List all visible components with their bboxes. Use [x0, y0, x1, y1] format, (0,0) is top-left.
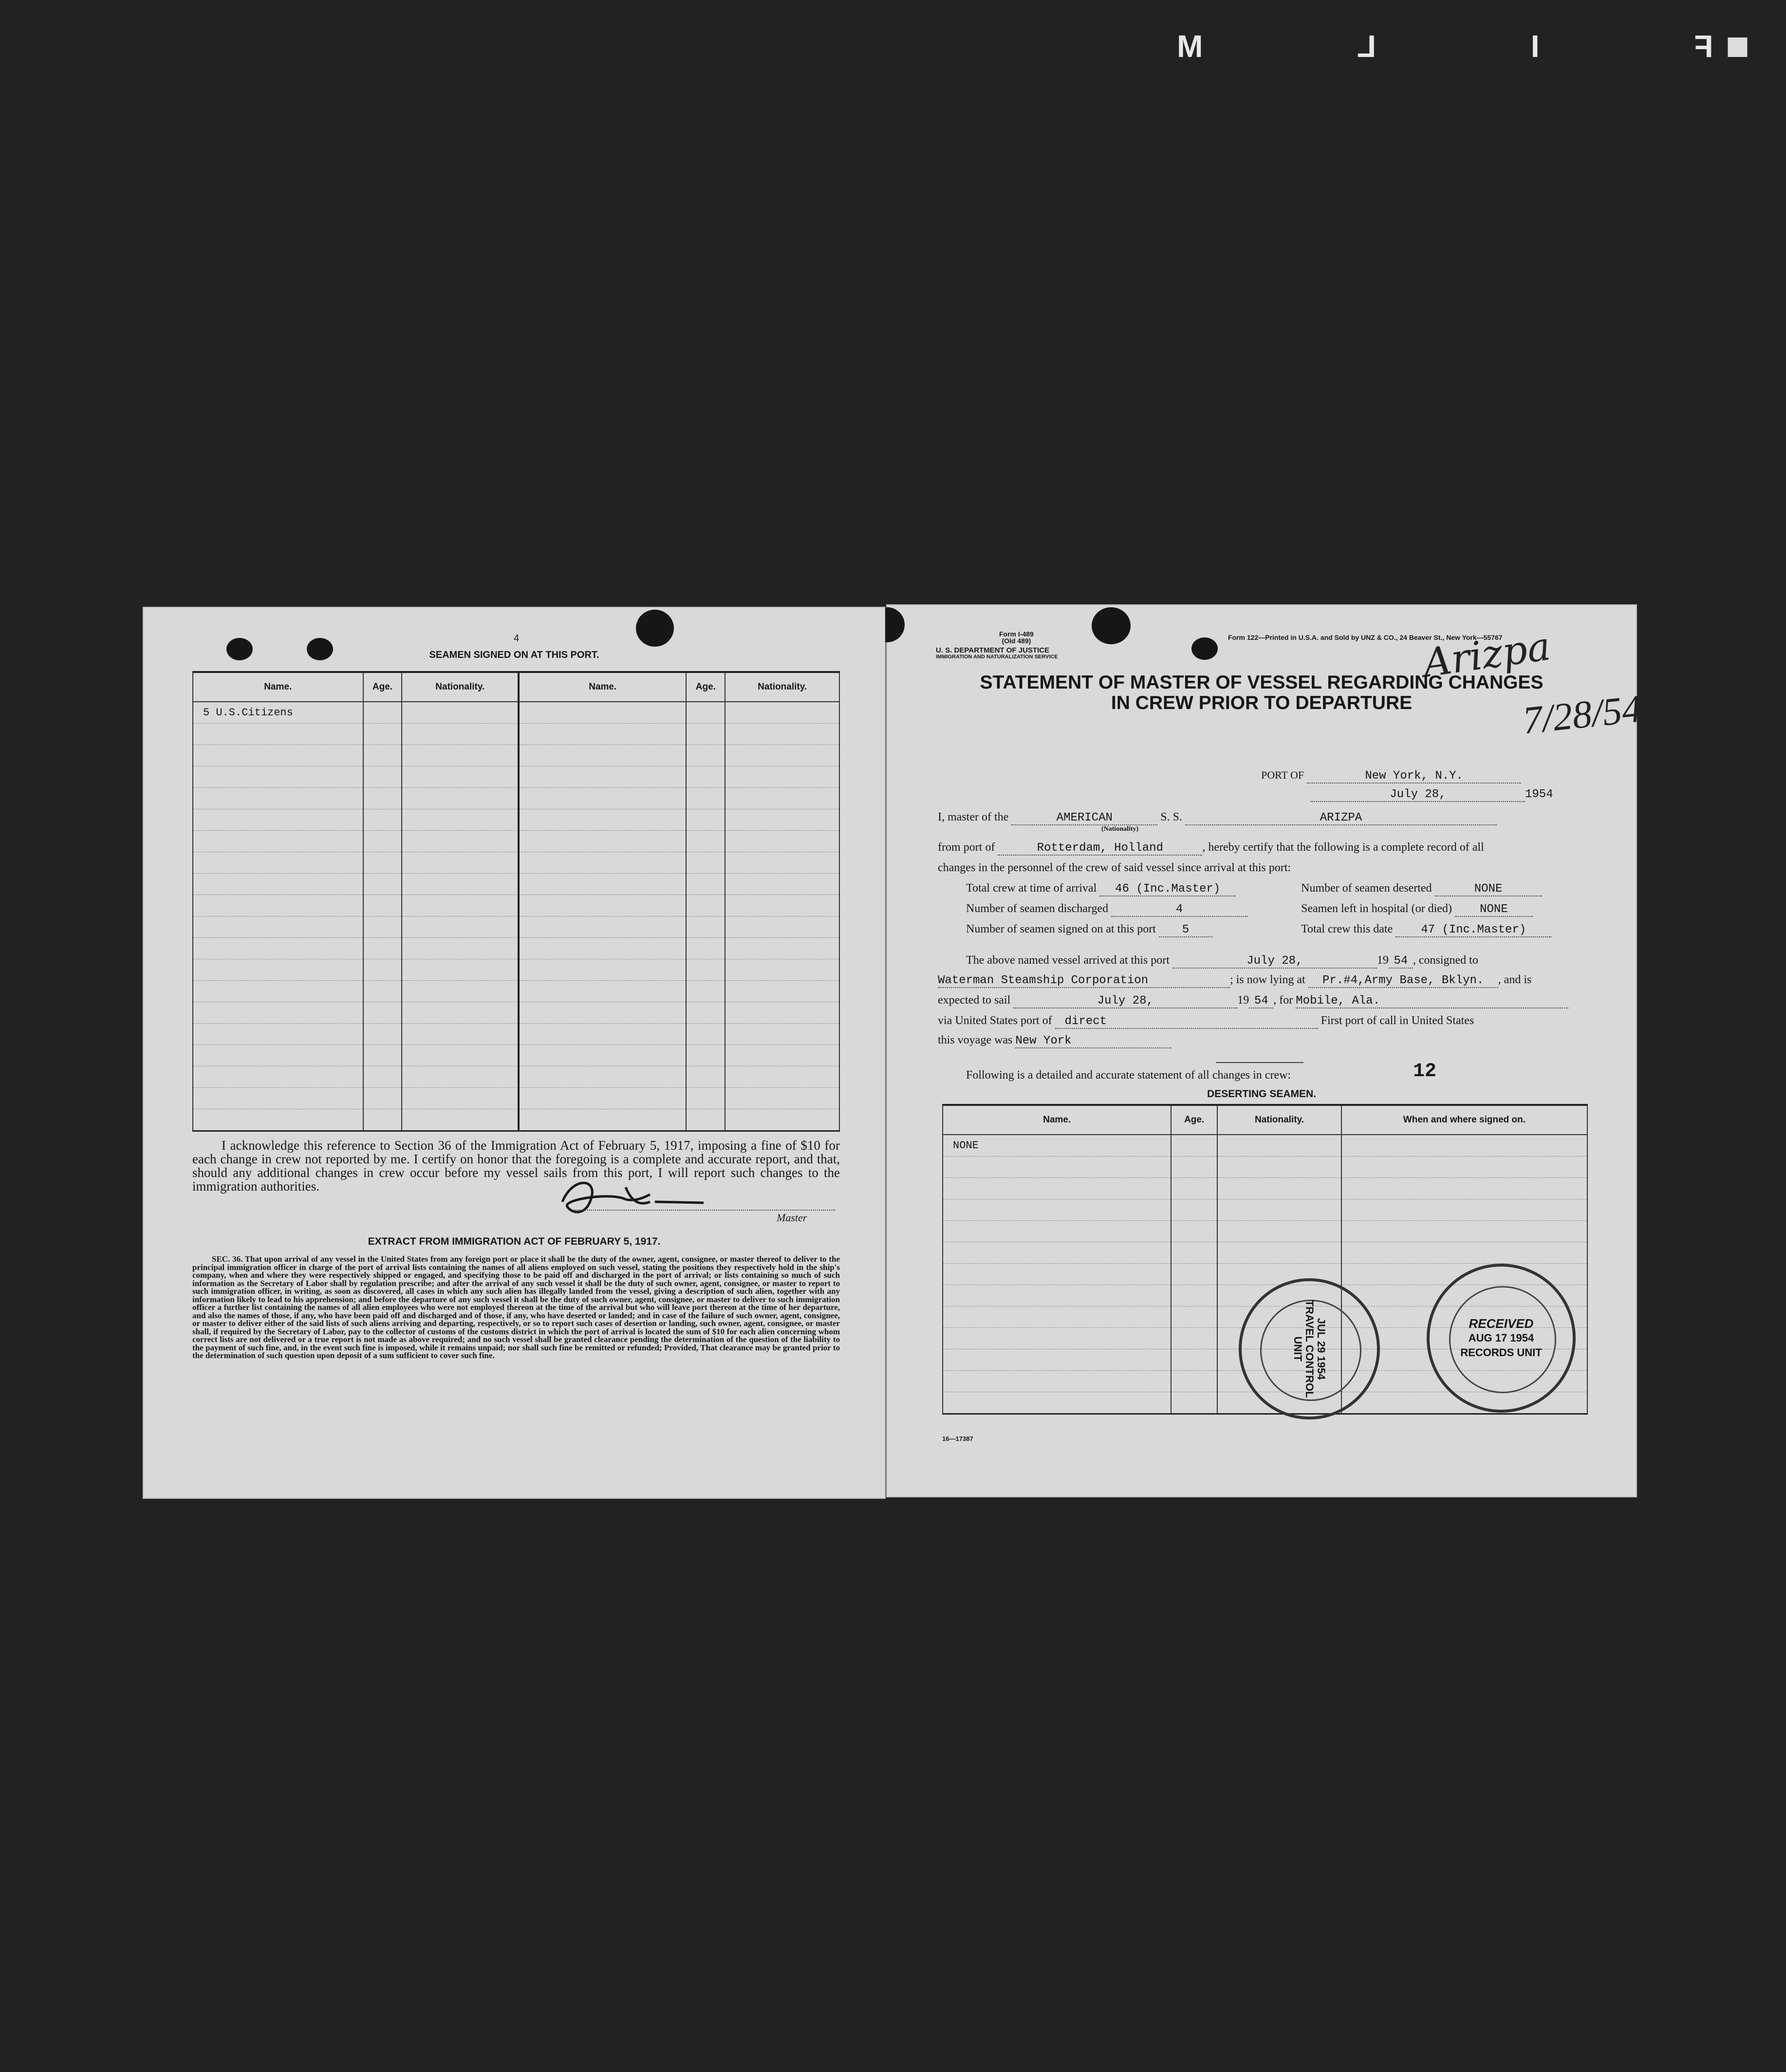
- punch-hole-icon: [1191, 637, 1218, 660]
- table-row: [193, 1066, 839, 1088]
- destination-field: Mobile, Ala.: [1296, 994, 1568, 1008]
- table-cell: [1217, 1135, 1341, 1157]
- consignee-line: Waterman Steamship Corporation ; is now lying at Pr.#4,Army Base, Bklyn. , and is: [938, 973, 1532, 987]
- lying-at-field: Pr.#4,Army Base, Bklyn.: [1308, 974, 1498, 988]
- table-cell: [519, 981, 686, 1002]
- table-cell: [686, 745, 725, 766]
- table-cell: [519, 959, 686, 981]
- table-cell: [402, 981, 519, 1002]
- table-cell: [193, 959, 363, 981]
- table-cell: [725, 938, 839, 959]
- column-header: Name.: [943, 1105, 1171, 1135]
- table-cell: [686, 702, 725, 724]
- table-cell: [402, 1109, 519, 1131]
- table-row: [193, 1024, 839, 1045]
- table-cell: [193, 788, 363, 809]
- table-cell: [725, 1024, 839, 1045]
- date-line: [1311, 787, 1553, 802]
- table-cell: [402, 766, 519, 788]
- table-cell: [686, 1109, 725, 1131]
- column-header: Name.: [519, 672, 686, 702]
- table-cell: [725, 852, 839, 874]
- film-edge-blocks-icon: [1728, 37, 1747, 57]
- column-header: Nationality.: [1217, 1105, 1341, 1135]
- table-cell: [402, 1066, 519, 1088]
- table-cell: [363, 1066, 402, 1088]
- deserted-line: Number of seamen deserted NONE: [1301, 882, 1542, 896]
- extract-title: EXTRACT FROM IMMIGRATION ACT OF FEBRUARY 5, 1917.: [368, 1236, 661, 1247]
- table-cell: [402, 702, 519, 724]
- table-cell: [519, 1066, 686, 1088]
- left-page: [144, 608, 885, 1498]
- table-cell: [193, 745, 363, 766]
- table-cell: [725, 766, 839, 788]
- table-cell: [725, 1002, 839, 1024]
- column-header: When and where signed on.: [1341, 1105, 1587, 1135]
- table-cell: [686, 852, 725, 874]
- voyage-line: this voyage was New York: [938, 1034, 1171, 1048]
- extract-text: SEC. 36. That upon arrival of any vessel in the United States from any foreign port or place it shall be the duty of the owner, agent, consignee, or master thereof to deliver to the principal immigration officer in charge of the port of arrival lists containing the names of all aliens employed on such vessel, stating the positions they respectively hold in the ship's company, when and where they were respectively shipped or engaged, and specifying those to be paid off and discharged in the port of arrival; or lists containing so much of such information as the Secretary of Labor shall by regulation prescribe; and after the arrival of any such vessel it shall be the duty of such owner, agent, consignee, or master to report to such immigration officer, in writing, as soon as discovered, all cases in which any such alien has illegally landed from the vessel, giving a description of such alien, together with any information likely to lead to his apprehension; and before the departure of any such vessel it shall be the duty of such owner, agent, consignee, or master to deliver to such immigration officer a further list containing the names of all alien employees who were not employed thereon at the time of the arrival but who will leave port thereon at the time of her departure, and also the names of those, if any, who have been paid off and discharged and of those, if any, who have deserted or landed; and in case of the failure of such owner, agent, consignee, or master to deliver either of the said lists of such aliens arriving and departing, respectively, or so to report such cases of desertion or landing, such owner, agent, consignee, or master shall, if required by the Secretary of Labor, pay to the collector of customs of the customs district in which the port of arrival is located the sum of $10 for each alien concerning whom correct lists are not delivered or a true report is not made as above required; and no such vessel shall be granted clearance pending the determination of the question of the liability to the payment of such fine, and, in the event such fine is imposed, while it remains unpaid; nor shall such fine be remitted or refunded; Provided, That clearance may be granted prior to the determination of such question upon deposit of a sum sufficient to cover such fine.: [192, 1254, 840, 1360]
- table-row: [943, 1221, 1587, 1242]
- voyage-field: New York: [1015, 1034, 1171, 1048]
- table-cell: [402, 788, 519, 809]
- printer-line: Form 122—Printed in U.S.A. and Sold by UNZ & CO., 24 Beaver St., New York—55767: [1228, 634, 1503, 641]
- footer-code: 16—17387: [942, 1435, 973, 1442]
- table-cell: [402, 938, 519, 959]
- table-cell: [686, 788, 725, 809]
- table-row: [943, 1242, 1587, 1264]
- table-cell: [519, 895, 686, 916]
- signed-on-line: Number of seamen signed on at this port 5: [966, 923, 1212, 937]
- table-row: [193, 938, 839, 959]
- column-header: Age.: [1171, 1105, 1217, 1135]
- table-cell: [943, 1328, 1171, 1349]
- table-cell: [1171, 1242, 1217, 1264]
- changes-line: changes in the personnel of the crew of said vessel since arrival at this port:: [938, 861, 1291, 874]
- table-cell: [1171, 1264, 1217, 1285]
- table-cell: [943, 1392, 1171, 1414]
- table-cell: [1171, 1392, 1217, 1414]
- table-cell: [686, 981, 725, 1002]
- table-cell: [1217, 1199, 1341, 1221]
- punch-hole-icon: [1092, 607, 1131, 644]
- table-cell: [1341, 1199, 1587, 1221]
- table-cell: [725, 895, 839, 916]
- table-cell: [519, 1088, 686, 1109]
- arrived-date-field: July 28,: [1172, 954, 1377, 969]
- table-cell: [363, 766, 402, 788]
- table-cell: [193, 874, 363, 895]
- hospital-line: Seamen left in hospital (or died) NONE: [1301, 902, 1533, 917]
- arrived-year-field: 54: [1389, 954, 1413, 969]
- table-cell: [193, 1088, 363, 1109]
- table-title: SEAMEN SIGNED ON AT THIS PORT.: [429, 650, 599, 660]
- table-cell: [363, 874, 402, 895]
- total-crew-arrival-field: 46 (Inc.Master): [1099, 882, 1236, 896]
- signed-on-field: 5: [1159, 923, 1212, 937]
- column-header: Age.: [686, 672, 725, 702]
- table-cell: [1171, 1349, 1217, 1371]
- table-cell: [519, 1045, 686, 1066]
- table-cell: [519, 745, 686, 766]
- discharged-line: Number of seamen discharged 4: [966, 902, 1247, 917]
- table-row: [193, 959, 839, 981]
- table-cell: [725, 959, 839, 981]
- table-cell: [725, 916, 839, 938]
- table-cell: [193, 831, 363, 852]
- signature-label: Master: [777, 1212, 807, 1224]
- table-cell: [363, 724, 402, 745]
- table-cell: [193, 724, 363, 745]
- records-received-stamp: RECEIVED AUG 17 1954 RECORDS UNIT: [1427, 1264, 1576, 1413]
- table-cell: [519, 1002, 686, 1024]
- table-cell: [402, 745, 519, 766]
- table-cell: [1171, 1371, 1217, 1392]
- table-cell: [686, 874, 725, 895]
- table-cell: [725, 874, 839, 895]
- table-cell: [519, 852, 686, 874]
- table-cell: [1341, 1242, 1587, 1264]
- vessel-field: ARIZPA: [1185, 811, 1497, 825]
- table-cell: [1341, 1135, 1587, 1157]
- punch-hole-icon: [885, 607, 905, 642]
- table-cell: [725, 724, 839, 745]
- table-cell: [1171, 1135, 1217, 1157]
- page-number: 4: [514, 633, 520, 644]
- table-row: [193, 724, 839, 745]
- table-cell: [193, 1002, 363, 1024]
- handwritten-vessel-name: Arizpa: [1420, 623, 1553, 686]
- table-cell: [943, 1264, 1171, 1285]
- table-cell: [519, 809, 686, 831]
- consignee-field: Waterman Steamship Corporation: [938, 974, 1230, 988]
- from-port-line: from port of Rotterdam, Holland , hereby certify that the following is a complete record of all: [938, 841, 1484, 855]
- table-cell: [725, 788, 839, 809]
- table-cell: [363, 1088, 402, 1109]
- table-cell: [943, 1178, 1171, 1199]
- table-cell: [363, 788, 402, 809]
- table-cell: [725, 745, 839, 766]
- table-cell: [686, 831, 725, 852]
- via-field: direct: [1055, 1015, 1318, 1029]
- table-cell: [686, 959, 725, 981]
- table-row: [943, 1199, 1587, 1221]
- column-header: Nationality.: [402, 672, 519, 702]
- table-row: [943, 1135, 1587, 1157]
- table-row: [193, 1088, 839, 1109]
- table-cell: [519, 788, 686, 809]
- table-cell: [1341, 1157, 1587, 1178]
- table-row: [193, 981, 839, 1002]
- date-field: July 28,: [1311, 788, 1525, 802]
- table-cell: [402, 1088, 519, 1109]
- count-mark: 12: [1413, 1061, 1437, 1083]
- nationality-caption: (Nationality): [1101, 825, 1139, 833]
- table-cell: [193, 766, 363, 788]
- table-cell: [943, 1307, 1171, 1328]
- table-cell: [193, 981, 363, 1002]
- table-cell: [363, 895, 402, 916]
- table-cell: [1171, 1178, 1217, 1199]
- table-row: [193, 702, 839, 724]
- table-cell: [725, 981, 839, 1002]
- column-header: Nationality.: [725, 672, 839, 702]
- table-row: [193, 1045, 839, 1066]
- table-cell: [943, 1157, 1171, 1178]
- travel-control-stamp: JUL 29 1954 TRAVEL CONTROL UNIT: [1239, 1278, 1380, 1419]
- table-cell: [943, 1285, 1171, 1307]
- table-row: [193, 1002, 839, 1024]
- deserted-field: NONE: [1435, 882, 1542, 896]
- table-cell: [193, 1045, 363, 1066]
- table-cell: [363, 745, 402, 766]
- handwritten-date: 7/28/54: [1521, 687, 1644, 743]
- table-cell: [363, 1002, 402, 1024]
- table-cell: [363, 981, 402, 1002]
- table-cell: [725, 809, 839, 831]
- form-title: STATEMENT OF MASTER OF VESSEL REGARDING CHANGES IN CREW PRIOR TO DEPARTURE: [980, 672, 1544, 713]
- table-cell: [519, 1109, 686, 1131]
- table-cell: [363, 702, 402, 724]
- table-row: [193, 916, 839, 938]
- discharged-field: 4: [1111, 903, 1247, 917]
- table-cell: [1171, 1199, 1217, 1221]
- nationality-field: AMERICAN: [1011, 811, 1157, 825]
- table-cell: [1341, 1221, 1587, 1242]
- table-cell: [943, 1371, 1171, 1392]
- total-crew-date-field: 47 (Inc.Master): [1395, 923, 1551, 937]
- from-port-field: Rotterdam, Holland: [998, 841, 1202, 856]
- table-cell: [686, 1024, 725, 1045]
- via-line: via United States port of direct First port of call in United States: [938, 1014, 1474, 1028]
- table-cell: [402, 916, 519, 938]
- table-cell: [193, 916, 363, 938]
- table-cell: NONE: [943, 1135, 1171, 1157]
- table-cell: [193, 809, 363, 831]
- table-cell: [363, 1109, 402, 1131]
- sail-date-field: July 28,: [1013, 994, 1237, 1008]
- table-cell: [363, 831, 402, 852]
- table-cell: [1217, 1242, 1341, 1264]
- table-cell: [519, 831, 686, 852]
- column-header: Age.: [363, 672, 402, 702]
- table-cell: 5 U.S.Citizens: [193, 702, 363, 724]
- table-cell: [519, 916, 686, 938]
- table-row: [193, 852, 839, 874]
- table-cell: [943, 1199, 1171, 1221]
- table-cell: [725, 831, 839, 852]
- table-cell: [519, 1024, 686, 1045]
- table-cell: [686, 916, 725, 938]
- total-crew-arrival-line: Total crew at time of arrival 46 (Inc.Master): [966, 882, 1236, 896]
- table-row: [193, 809, 839, 831]
- table-cell: [725, 702, 839, 724]
- table-cell: [363, 916, 402, 938]
- table-cell: [519, 874, 686, 895]
- table-cell: [193, 938, 363, 959]
- table-cell: [725, 1045, 839, 1066]
- table-cell: [402, 809, 519, 831]
- table-cell: [519, 938, 686, 959]
- punch-hole-icon: [636, 610, 674, 647]
- table-cell: [1217, 1157, 1341, 1178]
- table-cell: [363, 938, 402, 959]
- table-row: [193, 831, 839, 852]
- film-edge-label: F I L M: [1104, 28, 1747, 64]
- table-cell: [1217, 1178, 1341, 1199]
- table-cell: [686, 938, 725, 959]
- table-cell: [402, 895, 519, 916]
- table-row: [193, 895, 839, 916]
- table-cell: [363, 1024, 402, 1045]
- table-cell: [1171, 1157, 1217, 1178]
- table-cell: [1171, 1221, 1217, 1242]
- table-cell: [686, 895, 725, 916]
- table-cell: [402, 1045, 519, 1066]
- acknowledgement-text: I acknowledge this reference to Section 36 of the Immigration Act of February 5, 1917, imposing a fine of $10 for each change in crew not reported by me. I certify on honor that the foregoing is a complete and accurate report, and that, should any additional changes in crew occur before my vessel sails from this port, I will report such changes to the immigration authorities.: [192, 1138, 840, 1194]
- following-line: Following is a detailed and accurate statement of all changes in crew:: [966, 1069, 1291, 1082]
- arrived-line: The above named vessel arrived at this port July 28, 19 54 , consigned to: [966, 954, 1478, 968]
- table-cell: [402, 874, 519, 895]
- table-row: [943, 1157, 1587, 1178]
- table-cell: [193, 1066, 363, 1088]
- port-field: New York, N.Y.: [1307, 769, 1521, 784]
- table-cell: [402, 831, 519, 852]
- table-cell: [943, 1242, 1171, 1264]
- table-cell: [402, 1002, 519, 1024]
- form-number: Form I-489 (Old 489): [999, 630, 1034, 645]
- table-cell: [519, 766, 686, 788]
- table-row: [943, 1178, 1587, 1199]
- table-row: [193, 745, 839, 766]
- table-cell: [1171, 1285, 1217, 1307]
- port-line: PORT OF New York, N.Y.: [1261, 769, 1521, 784]
- table-row: [193, 788, 839, 809]
- expected-sail-line: expected to sail July 28, 19 54 , for Mobile, Ala.: [938, 994, 1568, 1008]
- table-cell: [402, 724, 519, 745]
- table-cell: [193, 852, 363, 874]
- column-header: Name.: [193, 672, 363, 702]
- table-cell: [363, 809, 402, 831]
- master-line: I, master of the AMERICAN S. S. ARIZPA: [938, 811, 1497, 825]
- table-cell: [686, 1002, 725, 1024]
- table-cell: [363, 852, 402, 874]
- table-cell: [402, 959, 519, 981]
- table-cell: [363, 959, 402, 981]
- department: U. S. DEPARTMENT OF JUSTICE: [936, 646, 1050, 654]
- signed-on-rows: [193, 702, 839, 1131]
- table-cell: [725, 1066, 839, 1088]
- table-cell: [363, 1045, 402, 1066]
- hospital-field: NONE: [1455, 903, 1533, 917]
- sail-year-field: 54: [1249, 994, 1273, 1008]
- right-page: [887, 605, 1644, 1496]
- table-cell: [725, 1109, 839, 1131]
- table-cell: [686, 724, 725, 745]
- table-cell: [686, 809, 725, 831]
- table-row: [193, 874, 839, 895]
- table-cell: [1171, 1328, 1217, 1349]
- table-cell: [943, 1221, 1171, 1242]
- table-cell: [519, 702, 686, 724]
- table-cell: [519, 724, 686, 745]
- table-cell: [193, 1109, 363, 1131]
- table-row: [193, 766, 839, 788]
- table-cell: [686, 1045, 725, 1066]
- year-field: 1954: [1525, 788, 1553, 801]
- service: IMMIGRATION AND NATURALIZATION SERVICE: [936, 654, 1058, 660]
- signed-on-table: [192, 671, 840, 1132]
- total-crew-date-line: Total crew this date 47 (Inc.Master): [1301, 923, 1551, 937]
- table-cell: [402, 1024, 519, 1045]
- table-cell: [725, 1088, 839, 1109]
- table-cell: [943, 1349, 1171, 1371]
- table-cell: [402, 852, 519, 874]
- table-cell: [1341, 1178, 1587, 1199]
- table-cell: [1171, 1307, 1217, 1328]
- table-cell: [193, 1024, 363, 1045]
- table-cell: [686, 1088, 725, 1109]
- table-row: [193, 1109, 839, 1131]
- table-cell: [193, 895, 363, 916]
- table-cell: [686, 1066, 725, 1088]
- deserting-title: DESERTING SEAMEN.: [1207, 1088, 1317, 1100]
- table-cell: [1217, 1221, 1341, 1242]
- table-cell: [686, 766, 725, 788]
